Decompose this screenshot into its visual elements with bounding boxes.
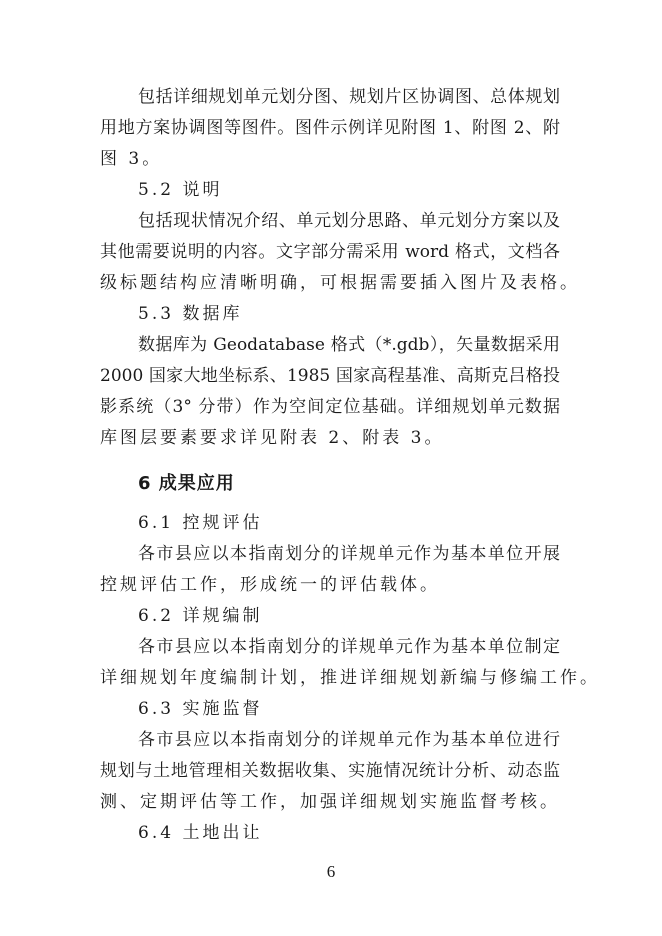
section-heading-6-4: 6.4 土地出让: [138, 823, 263, 843]
section-heading-6-3: 6.3 实施监督: [138, 699, 263, 719]
section-heading-5-2: 5.2 说明: [138, 180, 223, 200]
paragraph-line: 各市县应以本指南划分的详规单元作为基本单位制定: [138, 637, 560, 657]
paragraph-line: 图 3。: [100, 149, 163, 169]
paragraph-line: 包括现状情况介绍、单元划分思路、单元划分方案以及: [138, 211, 560, 231]
section-heading-5-3: 5.3 数据库: [138, 304, 243, 324]
paragraph-line: 影系统（3° 分带）作为空间定位基础。详细规划单元数据: [100, 397, 560, 417]
paragraph-line: 级标题结构应清晰明确，可根据需要插入图片及表格。: [100, 273, 580, 293]
paragraph-line: 控规评估工作，形成统一的评估载体。: [100, 575, 440, 595]
paragraph-line: 各市县应以本指南划分的详规单元作为基本单位开展: [138, 544, 560, 564]
paragraph-line: 规划与土地管理相关数据收集、实施情况统计分析、动态监: [100, 761, 560, 781]
paragraph-line: 数据库为 Geodatabase 格式（*.gdb），矢量数据采用: [138, 335, 560, 355]
section-heading-6-2: 6.2 详规编制: [138, 606, 263, 626]
paragraph-line: 库图层要素要求详见附表 2、附表 3。: [100, 428, 445, 448]
paragraph-line: 测、定期评估等工作，加强详细规划实施监督考核。: [100, 792, 560, 812]
paragraph-line: 各市县应以本指南划分的详规单元作为基本单位进行: [138, 730, 560, 750]
paragraph-line: 用地方案协调图等图件。图件示例详见附图 1、附图 2、附: [100, 118, 560, 138]
page-number: 6: [326, 862, 336, 881]
paragraph-line: 2000 国家大地坐标系、1985 国家高程基准、高斯克吕格投: [100, 366, 560, 386]
paragraph-line: 详细规划年度编制计划，推进详细规划新编与修编工作。: [100, 668, 600, 688]
document-body: [100, 82, 600, 849]
paragraph-line: 其他需要说明的内容。文字部分需采用 word 格式，文档各: [100, 242, 560, 262]
paragraph-line: 包括详细规划单元划分图、规划片区协调图、总体规划: [138, 87, 560, 107]
section-heading-6-1: 6.1 控规评估: [138, 513, 263, 533]
chapter-heading-6: 6 成果应用: [138, 473, 235, 494]
